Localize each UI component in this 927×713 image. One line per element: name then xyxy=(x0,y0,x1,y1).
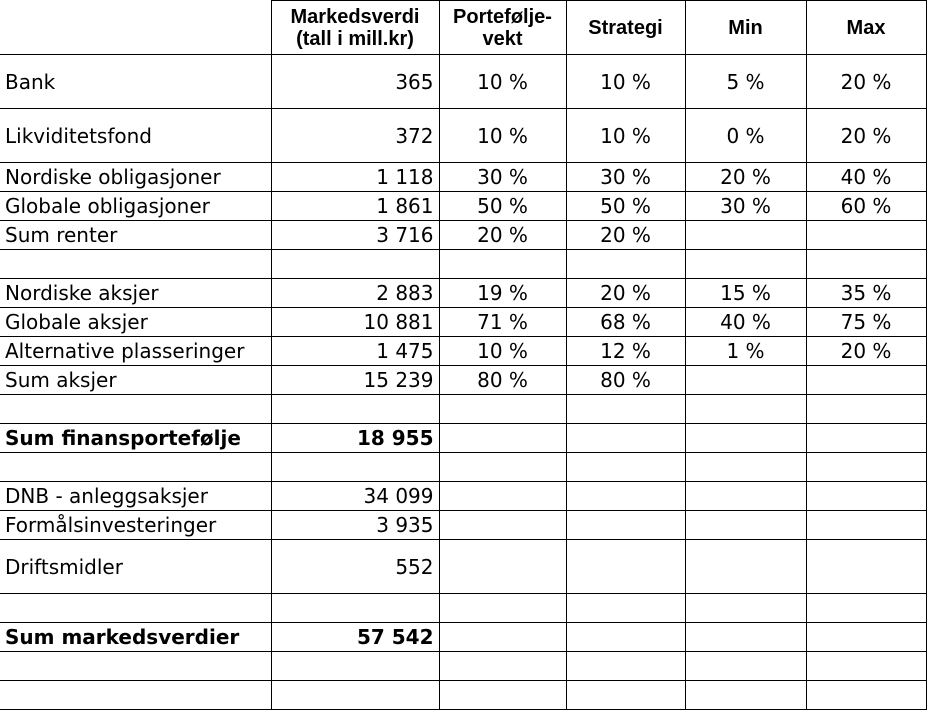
market-value-cell: 10 881 xyxy=(271,308,439,337)
header-label-column xyxy=(0,1,271,55)
portfolio-weight-cell: 10 % xyxy=(439,55,566,109)
max-cell xyxy=(806,482,926,511)
portfolio-weight-cell: 20 % xyxy=(439,221,566,250)
max-cell xyxy=(806,594,926,623)
strategy-cell: 12 % xyxy=(566,337,685,366)
market-value-cell xyxy=(271,652,439,681)
row-label: Sum finansportefølje xyxy=(0,424,271,453)
strategy-cell: 20 % xyxy=(566,221,685,250)
row-label xyxy=(0,652,271,681)
portfolio-weight-cell: 10 % xyxy=(439,109,566,163)
portfolio-weight-cell xyxy=(439,594,566,623)
max-cell: 75 % xyxy=(806,308,926,337)
market-value-cell: 365 xyxy=(271,55,439,109)
strategy-cell: 10 % xyxy=(566,109,685,163)
strategy-cell xyxy=(566,482,685,511)
row-label: Sum renter xyxy=(0,221,271,250)
strategy-cell xyxy=(566,453,685,482)
header-min: Min xyxy=(685,1,806,55)
row-label xyxy=(0,681,271,710)
row-label: Alternative plasseringer xyxy=(0,337,271,366)
strategy-cell: 20 % xyxy=(566,279,685,308)
market-value-cell xyxy=(271,395,439,424)
strategy-cell xyxy=(566,424,685,453)
portfolio-weight-cell xyxy=(439,511,566,540)
min-cell xyxy=(685,652,806,681)
market-value-cell: 372 xyxy=(271,109,439,163)
portfolio-weight-cell xyxy=(439,395,566,424)
table-row xyxy=(0,308,926,337)
max-cell: 20 % xyxy=(806,55,926,109)
max-cell xyxy=(806,681,926,710)
table-row xyxy=(0,511,926,540)
strategy-cell xyxy=(566,623,685,652)
market-value-cell: 3 716 xyxy=(271,221,439,250)
min-cell: 0 % xyxy=(685,109,806,163)
row-label: Globale obligasjoner xyxy=(0,192,271,221)
header-market-value-line2: (tall i mill.kr) xyxy=(296,27,414,50)
strategy-cell xyxy=(566,250,685,279)
portfolio-weight-cell xyxy=(439,681,566,710)
min-cell xyxy=(685,511,806,540)
max-cell xyxy=(806,652,926,681)
market-value-cell: 57 542 xyxy=(271,623,439,652)
row-label xyxy=(0,594,271,623)
min-cell: 20 % xyxy=(685,163,806,192)
row-label: Sum aksjer xyxy=(0,366,271,395)
max-cell xyxy=(806,221,926,250)
table-row xyxy=(0,424,926,453)
table-row xyxy=(0,652,926,681)
table-row xyxy=(0,366,926,395)
min-cell xyxy=(685,250,806,279)
min-cell xyxy=(685,623,806,652)
header-max: Max xyxy=(806,1,926,55)
header-portfolio-weight-line2: vekt xyxy=(482,27,523,50)
table-row xyxy=(0,681,926,710)
strategy-cell xyxy=(566,395,685,424)
max-cell: 40 % xyxy=(806,163,926,192)
portfolio-weight-cell: 80 % xyxy=(439,366,566,395)
market-value-cell: 34 099 xyxy=(271,482,439,511)
table-row xyxy=(0,482,926,511)
market-value-cell xyxy=(271,453,439,482)
table-row xyxy=(0,250,926,279)
min-cell xyxy=(685,482,806,511)
market-value-cell xyxy=(271,681,439,710)
table-row xyxy=(0,192,926,221)
table-row xyxy=(0,540,926,594)
header-market-value xyxy=(271,1,439,55)
strategy-cell xyxy=(566,681,685,710)
min-cell xyxy=(685,594,806,623)
row-label: DNB - anleggsaksjer xyxy=(0,482,271,511)
row-label xyxy=(0,250,271,279)
row-label xyxy=(0,453,271,482)
max-cell: 35 % xyxy=(806,279,926,308)
portfolio-weight-cell xyxy=(439,482,566,511)
max-cell xyxy=(806,366,926,395)
table-row xyxy=(0,221,926,250)
strategy-cell xyxy=(566,594,685,623)
min-cell: 5 % xyxy=(685,55,806,109)
portfolio-weight-cell: 10 % xyxy=(439,337,566,366)
strategy-cell xyxy=(566,540,685,594)
header-row xyxy=(0,1,926,55)
market-value-cell: 1 118 xyxy=(271,163,439,192)
min-cell: 30 % xyxy=(685,192,806,221)
portfolio-weight-cell: 71 % xyxy=(439,308,566,337)
strategy-cell xyxy=(566,511,685,540)
strategy-cell: 68 % xyxy=(566,308,685,337)
row-label: Sum markedsverdier xyxy=(0,623,271,652)
market-value-cell xyxy=(271,250,439,279)
table-row xyxy=(0,109,926,163)
market-value-cell: 1 861 xyxy=(271,192,439,221)
row-label: Nordiske aksjer xyxy=(0,279,271,308)
max-cell: 20 % xyxy=(806,109,926,163)
min-cell xyxy=(685,221,806,250)
market-value-cell xyxy=(271,594,439,623)
max-cell xyxy=(806,540,926,594)
min-cell xyxy=(685,395,806,424)
row-label: Nordiske obligasjoner xyxy=(0,163,271,192)
min-cell xyxy=(685,540,806,594)
strategy-cell: 10 % xyxy=(566,55,685,109)
table-row xyxy=(0,337,926,366)
row-label: Globale aksjer xyxy=(0,308,271,337)
header-portfolio-weight-line1: Portefølje- xyxy=(453,5,552,28)
row-label: Formålsinvesteringer xyxy=(0,511,271,540)
strategy-cell: 80 % xyxy=(566,366,685,395)
table-row xyxy=(0,279,926,308)
max-cell xyxy=(806,424,926,453)
portfolio-weight-cell xyxy=(439,623,566,652)
portfolio-weight-cell xyxy=(439,424,566,453)
portfolio-weight-cell: 19 % xyxy=(439,279,566,308)
portfolio-weight-cell xyxy=(439,540,566,594)
portfolio-weight-cell: 30 % xyxy=(439,163,566,192)
min-cell: 15 % xyxy=(685,279,806,308)
table-row xyxy=(0,623,926,652)
strategy-cell: 30 % xyxy=(566,163,685,192)
min-cell xyxy=(685,366,806,395)
max-cell xyxy=(806,453,926,482)
portfolio-weight-cell xyxy=(439,652,566,681)
min-cell: 1 % xyxy=(685,337,806,366)
row-label xyxy=(0,395,271,424)
table-row xyxy=(0,163,926,192)
market-value-cell: 552 xyxy=(271,540,439,594)
max-cell xyxy=(806,395,926,424)
row-label: Likviditetsfond xyxy=(0,109,271,163)
market-value-cell: 3 935 xyxy=(271,511,439,540)
table-row xyxy=(0,395,926,424)
market-value-cell: 15 239 xyxy=(271,366,439,395)
portfolio-weight-cell xyxy=(439,250,566,279)
strategy-cell: 50 % xyxy=(566,192,685,221)
header-portfolio-weight xyxy=(439,1,566,55)
row-label: Bank xyxy=(0,55,271,109)
max-cell: 60 % xyxy=(806,192,926,221)
table-row xyxy=(0,453,926,482)
max-cell xyxy=(806,250,926,279)
min-cell xyxy=(685,453,806,482)
table-row xyxy=(0,594,926,623)
strategy-cell xyxy=(566,652,685,681)
portfolio-weight-cell xyxy=(439,453,566,482)
portfolio-weight-cell: 50 % xyxy=(439,192,566,221)
table-row xyxy=(0,55,926,109)
min-cell xyxy=(685,424,806,453)
header-strategy: Strategi xyxy=(566,1,685,55)
max-cell xyxy=(806,511,926,540)
min-cell: 40 % xyxy=(685,308,806,337)
max-cell xyxy=(806,623,926,652)
market-value-cell: 1 475 xyxy=(271,337,439,366)
max-cell: 20 % xyxy=(806,337,926,366)
market-value-cell: 2 883 xyxy=(271,279,439,308)
header-market-value-line1: Markedsverdi xyxy=(290,5,420,28)
market-value-cell: 18 955 xyxy=(271,424,439,453)
row-label: Driftsmidler xyxy=(0,540,271,594)
min-cell xyxy=(685,681,806,710)
